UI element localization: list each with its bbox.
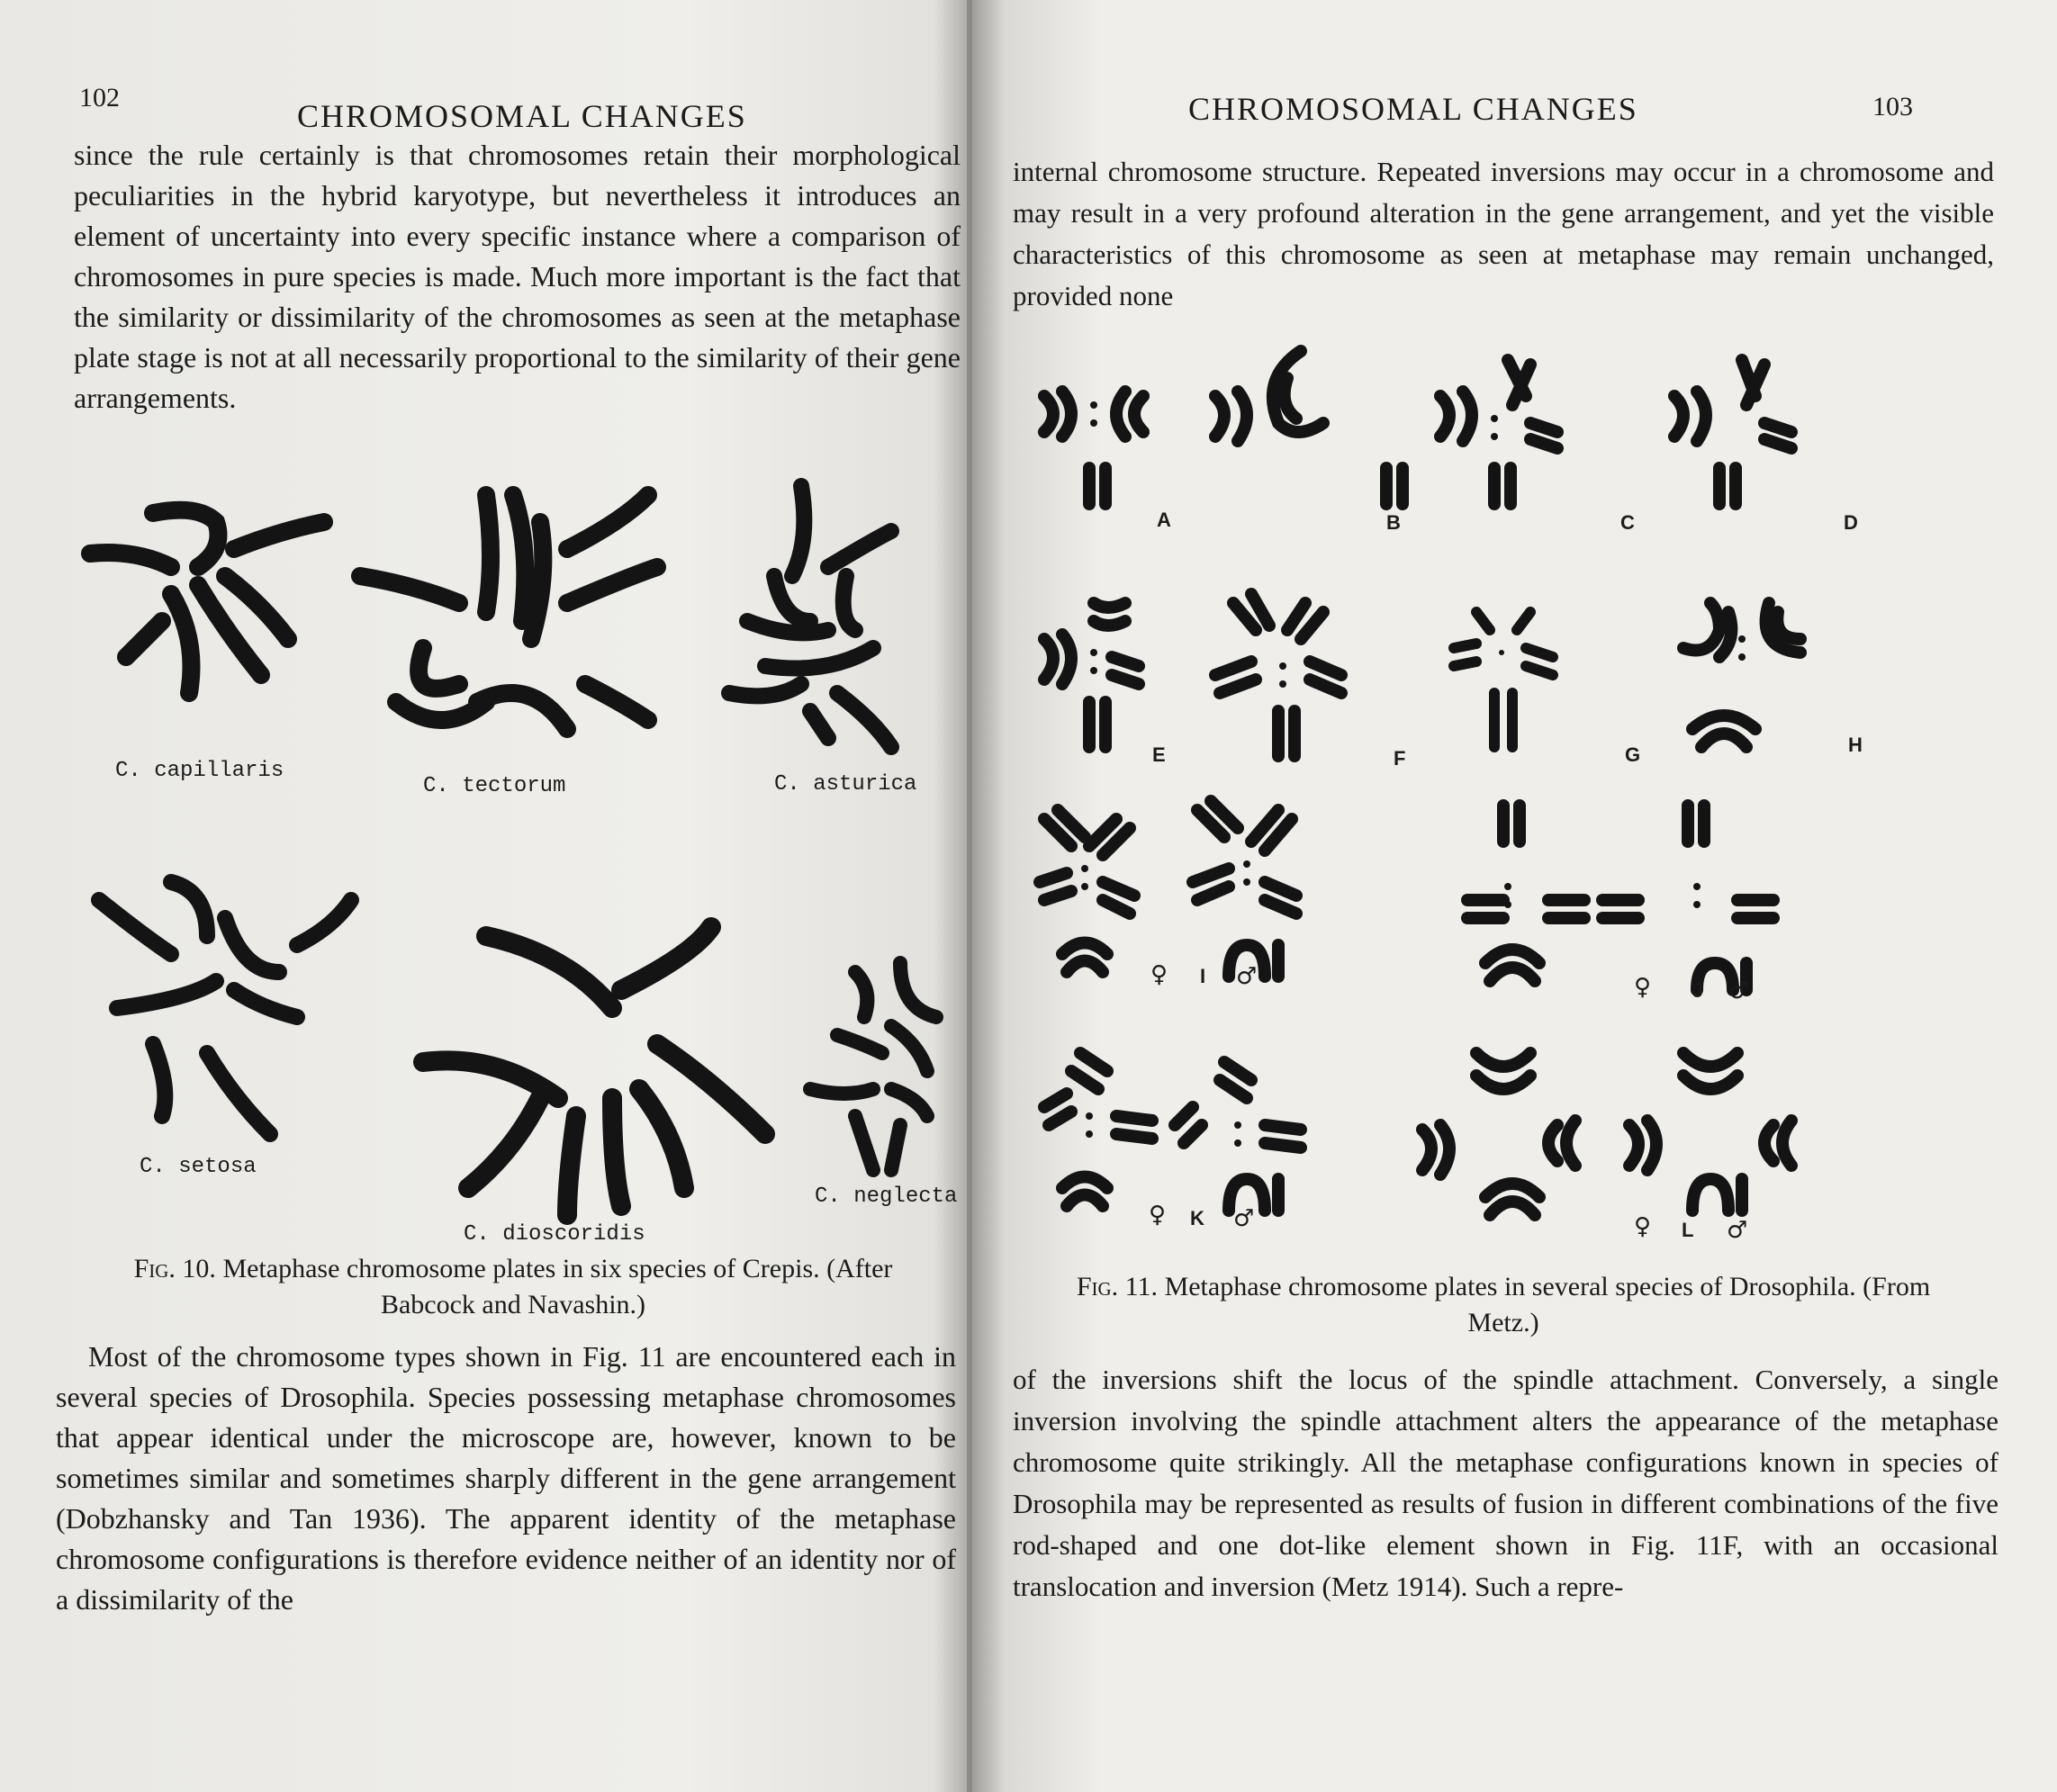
- plate-i: [1040, 801, 1296, 977]
- species-label-neglecta: C. neglecta: [815, 1184, 958, 1209]
- figure-10-chromosome-plates: [63, 468, 945, 1206]
- plate-label-d: D: [1844, 511, 1858, 534]
- plate-j: [1467, 806, 1773, 990]
- plate-j-male-symbol: ♂: [1728, 977, 1750, 1004]
- plate-l-female-symbol: ♀: [1634, 1213, 1652, 1240]
- plate-asturica: [729, 486, 891, 747]
- left-running-head: CHROMOSOMAL CHANGES: [297, 98, 747, 134]
- plate-capillaris: [90, 510, 324, 693]
- plate-label-g: G: [1625, 743, 1641, 766]
- figure-11-chromosome-plates: [1026, 342, 1989, 1251]
- species-label-capillaris: C. capillaris: [115, 759, 284, 783]
- plate-neglecta: [810, 963, 936, 1170]
- plate-label-j: J: [1692, 979, 1704, 1002]
- plate-c: [1440, 360, 1557, 504]
- figure-11-caption-text: Metaphase chromosome plates in several species of Drosophila. (From Metz.): [1164, 1272, 1931, 1337]
- left-page-number: 102: [79, 83, 120, 113]
- plate-k: [1044, 1053, 1301, 1211]
- plate-label-i: I: [1200, 965, 1206, 987]
- plate-k-male-symbol: ♂: [1233, 1205, 1255, 1232]
- right-paragraph-bottom: [1013, 1359, 1998, 1607]
- plate-label-l: L: [1682, 1219, 1694, 1241]
- figure-10-caption-text: Metaphase chromosome plates in six species of Crepis. (After Babcock and Navashin.): [222, 1254, 893, 1319]
- plate-label-f: F: [1394, 747, 1406, 770]
- plate-label-e: E: [1152, 743, 1166, 766]
- plate-tectorum: [360, 495, 657, 729]
- right-page-number: 103: [1872, 92, 1913, 122]
- plate-i-female-symbol: ♀: [1150, 961, 1168, 988]
- figure-10-number: Fig. 10.: [133, 1254, 216, 1283]
- plate-label-c: C: [1620, 511, 1635, 534]
- figure-11-caption: [1053, 1269, 1953, 1341]
- plate-h: [1683, 603, 1800, 747]
- plate-label-a: A: [1157, 509, 1171, 531]
- left-paragraph-bottom-text: Most of the chromosome types shown in Fig. 11 are encountered each in several species of Drosophila. Species possessing metaphase chromosomes that appear identical under the microscope are, however, known to be sometimes similar and sometimes sharply different in the gene arrangement (Dobzhansky and Tan 1936). The apparent identity of the metaphase chromosome configurations is therefore evidence neither of an identity nor of a dissimilarity of the: [56, 1340, 956, 1616]
- species-label-setosa: C. setosa: [140, 1155, 257, 1179]
- plate-l-male-symbol: ♂: [1727, 1217, 1748, 1244]
- right-paragraph-top-text: internal chromosome structure. Repeated inversions may occur in a chromosome and may result in a very profound alteration in the gene arrangement, and yet the visible characteristics of this chromosome as seen at metaphase may remain unchanged, provided none: [1013, 156, 1994, 311]
- species-label-asturica: C. asturica: [774, 772, 917, 797]
- plate-b: [1215, 351, 1403, 504]
- plate-j-female-symbol: ♀: [1634, 974, 1652, 1001]
- left-paragraph-bottom: [56, 1337, 956, 1620]
- plate-e: [1044, 603, 1139, 747]
- plate-i-male-symbol: ♂: [1236, 963, 1258, 990]
- left-paragraph-top: [74, 135, 961, 419]
- right-page: [972, 0, 2057, 1792]
- figure-11-number: Fig. 11.: [1076, 1272, 1159, 1301]
- right-paragraph-top: [1013, 151, 1994, 317]
- plate-dioscoridis: [423, 927, 765, 1215]
- plate-d: [1674, 360, 1791, 504]
- right-paragraph-bottom-text: of the inversions shift the locus of the spindle attachment. Conversely, a single inversion involving the spindle attachment alters the appearance of the metaphase chromosome quite strikingly. All the metaphase configurations known in species of Drosophila may be represented as results of fusion in different combinations of the five rod-shaped and one dot-like element shown in Fig. 11F, with an occasional translocation and inversion (Metz 1914). Such a repre-: [1013, 1364, 1998, 1602]
- plate-l: [1422, 1053, 1791, 1215]
- plate-setosa: [99, 882, 351, 1134]
- species-label-dioscoridis: C. dioscoridis: [464, 1222, 645, 1247]
- plate-label-k: K: [1190, 1207, 1204, 1229]
- plate-label-h: H: [1848, 734, 1863, 756]
- species-label-tectorum: C. tectorum: [423, 774, 566, 798]
- figure-10-caption: [99, 1251, 927, 1323]
- plate-label-b: B: [1386, 511, 1401, 534]
- plate-g: [1454, 612, 1553, 747]
- plate-a: [1044, 392, 1143, 504]
- plate-f: [1215, 594, 1341, 756]
- left-page: [0, 0, 972, 1792]
- plate-k-female-symbol: ♀: [1149, 1202, 1167, 1229]
- left-paragraph-top-text: since the rule certainly is that chromosomes retain their morphological peculiarities in the hybrid karyotype, but nevertheless it introduces an element of uncertainty into every specific instance where a comparison of chromosomes in pure species is made. Much more important is the fact that the similarity or dissimilarity of the chromosomes as seen at the metaphase plate stage is not at all necessarily proportional to the similarity of their gene arrangements.: [74, 139, 961, 414]
- right-running-head: CHROMOSOMAL CHANGES: [1188, 91, 1638, 127]
